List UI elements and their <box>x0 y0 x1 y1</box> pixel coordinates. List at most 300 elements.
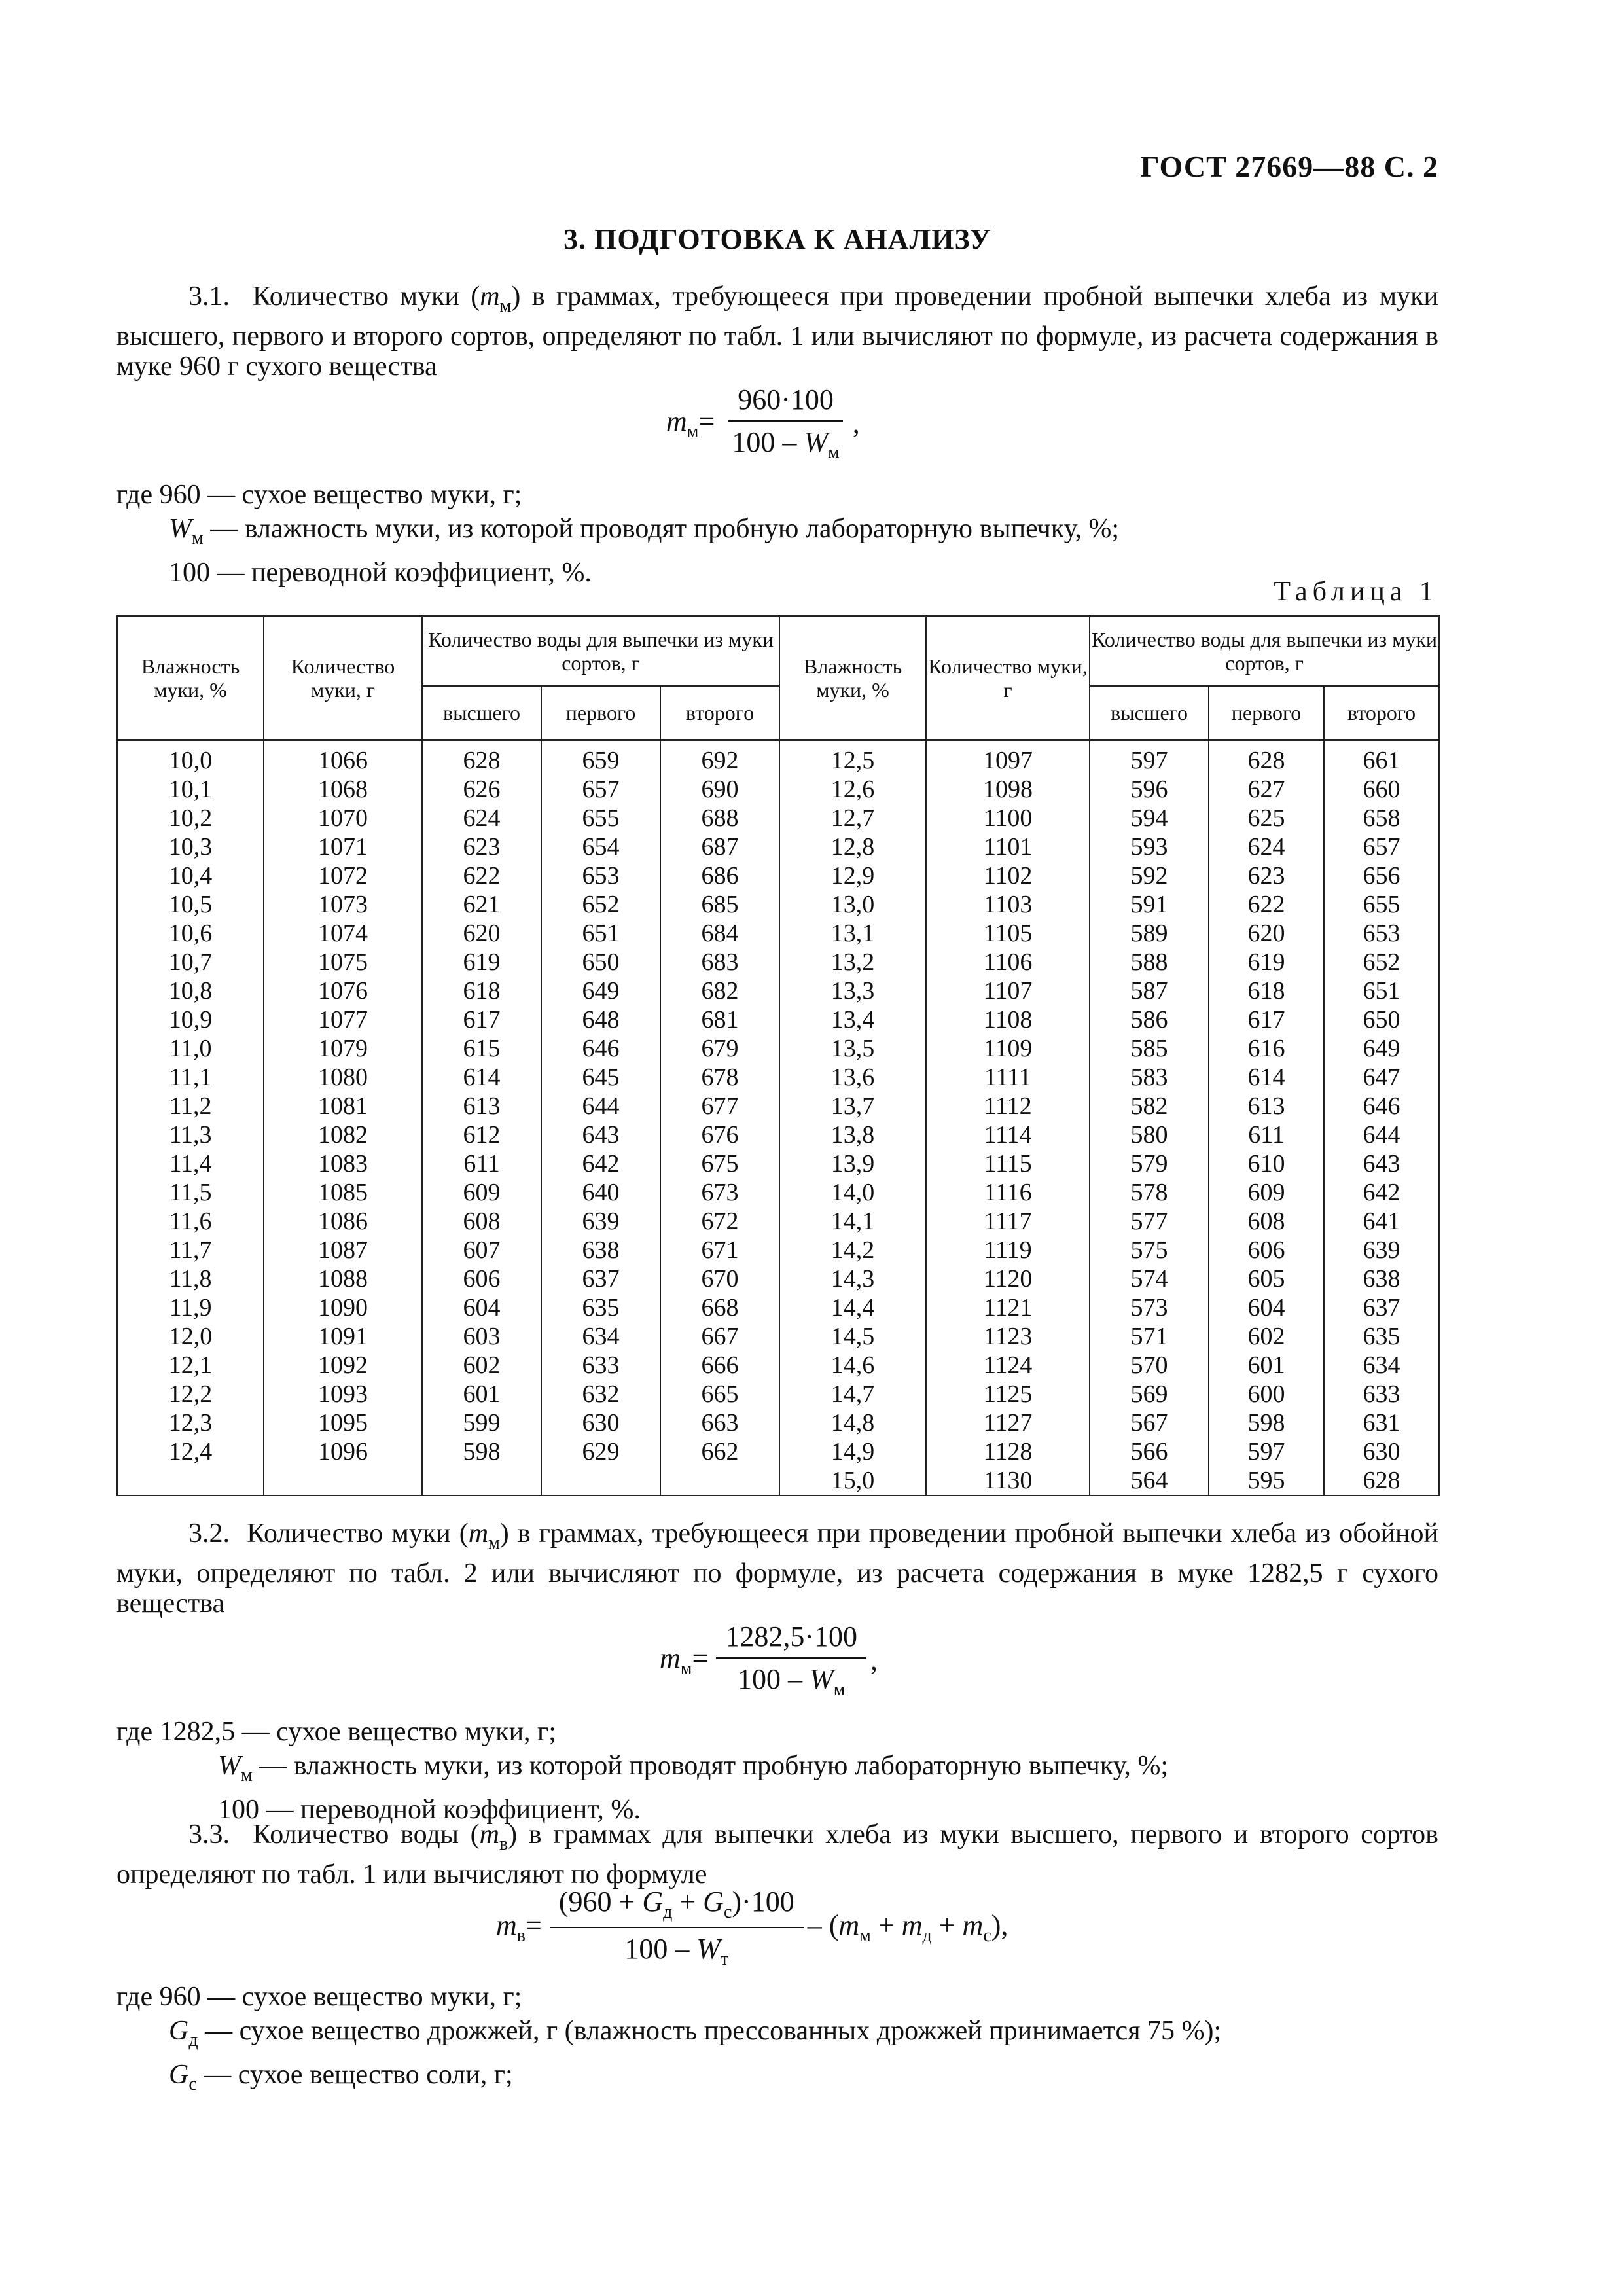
table-cell: 1075 <box>264 948 422 977</box>
table-cell: 569 <box>1090 1380 1209 1408</box>
table-cell: 614 <box>422 1063 541 1092</box>
table-cell: 622 <box>1209 890 1324 919</box>
table-cell: 619 <box>1209 948 1324 977</box>
table-cell: 593 <box>1090 833 1209 861</box>
table-row <box>117 1408 1439 1437</box>
table-cell: 675 <box>660 1149 779 1178</box>
table-cell: 11,2 <box>117 1092 264 1121</box>
header-sort: высшего <box>1090 686 1209 740</box>
table-cell: 602 <box>1209 1322 1324 1351</box>
paragraph-3-1: 3.1. Количество муки $(m_м)$ в граммах, требующееся при проведении пробной выпечки хлеба из муки высшего, первого и второго сортов, определяют по табл. 1 или вычисляют по формуле, из расчета содержания в муке 960 г сухого вещества <box>116 281 1438 382</box>
table-cell: 14,9 <box>779 1437 926 1466</box>
table-cell: 13,2 <box>779 948 926 977</box>
table-cell: 643 <box>541 1121 660 1149</box>
table-row <box>117 1466 1439 1496</box>
definitions-1 <box>116 478 1438 590</box>
table-row <box>117 890 1439 919</box>
table-cell: 601 <box>1209 1351 1324 1380</box>
table-cell: 670 <box>660 1265 779 1293</box>
table-cell: 1115 <box>926 1149 1090 1178</box>
table-row <box>117 1207 1439 1236</box>
table-cell: 671 <box>660 1236 779 1265</box>
table-row <box>117 1265 1439 1293</box>
table-cell: 618 <box>422 977 541 1005</box>
table-cell <box>264 1466 422 1496</box>
table-cell: 621 <box>422 890 541 919</box>
table-cell: 654 <box>541 833 660 861</box>
table-row <box>117 1034 1439 1063</box>
table-cell: 617 <box>422 1005 541 1034</box>
table-cell: 570 <box>1090 1351 1209 1380</box>
table-cell: 601 <box>422 1380 541 1408</box>
table-cell: 652 <box>1324 948 1439 977</box>
table-row <box>117 1149 1439 1178</box>
table-cell: 10,2 <box>117 804 264 833</box>
table-cell: 653 <box>541 861 660 890</box>
table-cell: 651 <box>541 919 660 948</box>
table-cell: 1091 <box>264 1322 422 1351</box>
table-cell: 580 <box>1090 1121 1209 1149</box>
table-cell: 10,7 <box>117 948 264 977</box>
table-cell: 1079 <box>264 1034 422 1063</box>
table-cell: 12,0 <box>117 1322 264 1351</box>
table-cell: 597 <box>1209 1437 1324 1466</box>
table-cell: 639 <box>1324 1236 1439 1265</box>
paragraph-number: 3.1. <box>188 281 230 312</box>
table-cell: 12,6 <box>779 775 926 804</box>
table-cell: 1117 <box>926 1207 1090 1236</box>
table-cell: 573 <box>1090 1293 1209 1322</box>
table-cell <box>541 1466 660 1496</box>
table-cell: 14,4 <box>779 1293 926 1322</box>
table-row <box>117 1121 1439 1149</box>
table-cell: 13,0 <box>779 890 926 919</box>
table-cell: 14,3 <box>779 1265 926 1293</box>
table-cell: 1130 <box>926 1466 1090 1496</box>
formula-water-mass: $m_в=$ $\frac{(960 + G_д + G_с)\cdot 100}{100 - W_т}$ – $(m_м + m_д + m_с)$, <box>496 1886 1008 1969</box>
table-cell: 692 <box>660 740 779 776</box>
table-cell: 646 <box>1324 1092 1439 1121</box>
table-cell: 682 <box>660 977 779 1005</box>
table-cell: 13,9 <box>779 1149 926 1178</box>
table-cell: 665 <box>660 1380 779 1408</box>
table-cell: 14,1 <box>779 1207 926 1236</box>
table-cell: 604 <box>1209 1293 1324 1322</box>
table-cell: 597 <box>1090 740 1209 776</box>
table-cell: 13,6 <box>779 1063 926 1092</box>
table-cell: 667 <box>660 1322 779 1351</box>
table-cell: 613 <box>1209 1092 1324 1121</box>
table-cell: 1083 <box>264 1149 422 1178</box>
table-cell: 1077 <box>264 1005 422 1034</box>
table-row <box>117 1322 1439 1351</box>
table-cell: 1076 <box>264 977 422 1005</box>
table-cell: 1109 <box>926 1034 1090 1063</box>
table-cell: 618 <box>1209 977 1324 1005</box>
table-row <box>117 1063 1439 1092</box>
table-cell: 635 <box>1324 1322 1439 1351</box>
table-cell: 676 <box>660 1121 779 1149</box>
table-cell: 579 <box>1090 1149 1209 1178</box>
table-cell: 12,2 <box>117 1380 264 1408</box>
header-flour: Количество муки, г <box>264 617 422 740</box>
table-cell: 14,5 <box>779 1322 926 1351</box>
table-cell: 1128 <box>926 1437 1090 1466</box>
table-cell: 684 <box>660 919 779 948</box>
table-cell: 656 <box>1324 861 1439 890</box>
table-cell: 12,8 <box>779 833 926 861</box>
table-cell: 582 <box>1090 1092 1209 1121</box>
table-cell: 638 <box>1324 1265 1439 1293</box>
table-cell: 642 <box>541 1149 660 1178</box>
table-cell: 633 <box>1324 1380 1439 1408</box>
table-row <box>117 775 1439 804</box>
table-cell: 642 <box>1324 1178 1439 1207</box>
table-row <box>117 919 1439 948</box>
fraction: $\frac{1282,5\cdot 100}{100 - W_м}$ <box>716 1620 866 1700</box>
table-cell: 13,7 <box>779 1092 926 1121</box>
table-cell: 1127 <box>926 1408 1090 1437</box>
table-cell: 11,6 <box>117 1207 264 1236</box>
table-cell: 620 <box>422 919 541 948</box>
table-cell: 624 <box>422 804 541 833</box>
definition-item: 100 — переводной коэффициент, %. <box>169 558 592 588</box>
table-cell: 631 <box>1324 1408 1439 1437</box>
table-row <box>117 833 1439 861</box>
table-cell: 625 <box>1209 804 1324 833</box>
table-cell: 1096 <box>264 1437 422 1466</box>
table-cell: 586 <box>1090 1005 1209 1034</box>
table-cell: 615 <box>422 1034 541 1063</box>
table-cell: 650 <box>1324 1005 1439 1034</box>
table-cell: 641 <box>1324 1207 1439 1236</box>
table-cell: 1080 <box>264 1063 422 1092</box>
fraction: $\frac{960\cdot 100}{100 - W_м}$ <box>722 383 848 463</box>
table-cell: 589 <box>1090 919 1209 948</box>
table-cell: 1095 <box>264 1408 422 1437</box>
table-cell: 1085 <box>264 1178 422 1207</box>
table-row <box>117 1178 1439 1207</box>
table-cell: 610 <box>1209 1149 1324 1178</box>
table-cell: 622 <box>422 861 541 890</box>
table-cell: 1105 <box>926 919 1090 948</box>
table-cell: 661 <box>1324 740 1439 776</box>
definition-item: $W_м$ — влажность муки, из которой проводят пробную лабораторную выпечку, %; <box>169 514 1120 548</box>
table-cell: 655 <box>1324 890 1439 919</box>
table-cell: 578 <box>1090 1178 1209 1207</box>
table-cell: 677 <box>660 1092 779 1121</box>
table-cell: 605 <box>1209 1265 1324 1293</box>
table-cell: 1101 <box>926 833 1090 861</box>
table-cell: 651 <box>1324 977 1439 1005</box>
table-cell: 1103 <box>926 890 1090 919</box>
table-cell: 1121 <box>926 1293 1090 1322</box>
table-cell: 587 <box>1090 977 1209 1005</box>
table-cell: 1106 <box>926 948 1090 977</box>
table-row <box>117 861 1439 890</box>
table-cell: 623 <box>422 833 541 861</box>
table-cell: 1090 <box>264 1293 422 1322</box>
table-cell: 1068 <box>264 775 422 804</box>
table-cell: 617 <box>1209 1005 1324 1034</box>
paragraph-3-2: 3.2. Количество муки $(m_м)$ в граммах, требующееся при проведении пробной выпечки хлеба из обойной муки, определяют по табл. 2 или вычисляют по формуле, из расчета содержания в муке 1282,5 г сухого вещества <box>116 1518 1439 1619</box>
table-cell: 1111 <box>926 1063 1090 1092</box>
table-cell: 638 <box>541 1236 660 1265</box>
table-cell: 603 <box>422 1322 541 1351</box>
table-cell: 1114 <box>926 1121 1090 1149</box>
definition-item: $G_с$ — сухое вещество соли, г; <box>169 2060 513 2094</box>
table-cell: 619 <box>422 948 541 977</box>
table-cell: 616 <box>1209 1034 1324 1063</box>
table-cell: 588 <box>1090 948 1209 977</box>
table-cell: 626 <box>422 775 541 804</box>
table-cell: 10,6 <box>117 919 264 948</box>
table-cell: 14,6 <box>779 1351 926 1380</box>
table-cell: 650 <box>541 948 660 977</box>
table-cell: 1081 <box>264 1092 422 1121</box>
table-cell: 606 <box>1209 1236 1324 1265</box>
table-cell: 608 <box>1209 1207 1324 1236</box>
header-sort: второго <box>1324 686 1439 740</box>
table-cell: 592 <box>1090 861 1209 890</box>
table-row <box>117 1437 1439 1466</box>
table-cell: 1116 <box>926 1178 1090 1207</box>
formula-flour-mass-wholegrain: $m_м=$ $\frac{1282,5\cdot 100}{100 - W_м}$ , <box>660 1621 878 1700</box>
table-cell: 602 <box>422 1351 541 1380</box>
table-cell: 1097 <box>926 740 1090 776</box>
definition-item: $W_м$ — влажность муки, из которой проводят пробную лабораторную выпечку, %; <box>218 1751 1169 1785</box>
table-caption: Таблица 1 <box>1274 577 1438 607</box>
table-cell: 646 <box>541 1034 660 1063</box>
table-cell: 611 <box>1209 1121 1324 1149</box>
formula-flour-mass: $m_м=$ $\frac{960\cdot 100}{100 - W_м}$ , <box>666 384 860 463</box>
table-cell: 620 <box>1209 919 1324 948</box>
table-cell: 595 <box>1209 1466 1324 1496</box>
paragraph-number: 3.3. <box>188 1820 230 1850</box>
table-cell: 645 <box>541 1063 660 1092</box>
definition-item: где 1282,5 — сухое вещество муки, г; <box>116 1717 556 1747</box>
table-cell: 679 <box>660 1034 779 1063</box>
table-cell: 639 <box>541 1207 660 1236</box>
table-cell: 1108 <box>926 1005 1090 1034</box>
table-cell: 1093 <box>264 1380 422 1408</box>
table-row <box>117 977 1439 1005</box>
table-cell: 11,8 <box>117 1265 264 1293</box>
table-cell: 628 <box>1324 1466 1439 1496</box>
table-cell: 613 <box>422 1092 541 1121</box>
table-cell: 659 <box>541 740 660 776</box>
table-row <box>117 804 1439 833</box>
table-cell: 630 <box>1324 1437 1439 1466</box>
table-cell: 614 <box>1209 1063 1324 1092</box>
table-cell: 627 <box>1209 775 1324 804</box>
table-cell: 649 <box>1324 1034 1439 1063</box>
definition-item: где 960 — сухое вещество муки, г; <box>116 480 522 510</box>
table-cell: 657 <box>1324 833 1439 861</box>
table-cell: 12,3 <box>117 1408 264 1437</box>
table-cell: 13,5 <box>779 1034 926 1063</box>
table-cell: 611 <box>422 1149 541 1178</box>
table-cell: 11,3 <box>117 1121 264 1149</box>
table-row <box>117 948 1439 977</box>
table-cell: 599 <box>422 1408 541 1437</box>
table-cell: 1071 <box>264 833 422 861</box>
table-cell: 15,0 <box>779 1466 926 1496</box>
table-cell: 644 <box>1324 1121 1439 1149</box>
table-row <box>117 1380 1439 1408</box>
table-cell: 594 <box>1090 804 1209 833</box>
table-cell: 566 <box>1090 1437 1209 1466</box>
definition-item: 100 — переводной коэффициент, %. <box>218 1795 641 1825</box>
table-cell: 1123 <box>926 1322 1090 1351</box>
table-cell: 668 <box>660 1293 779 1322</box>
table-cell: 640 <box>541 1178 660 1207</box>
table-cell <box>422 1466 541 1496</box>
table-cell: 13,4 <box>779 1005 926 1034</box>
header-sort: высшего <box>422 686 541 740</box>
table-cell: 609 <box>422 1178 541 1207</box>
table-cell: 10,0 <box>117 740 264 776</box>
table-cell: 1074 <box>264 919 422 948</box>
document-header: ГОСТ 27669—88 С. 2 <box>1140 150 1438 183</box>
table-cell: 1120 <box>926 1265 1090 1293</box>
table-cell: 608 <box>422 1207 541 1236</box>
table-cell: 10,8 <box>117 977 264 1005</box>
table-cell: 12,7 <box>779 804 926 833</box>
table-cell: 649 <box>541 977 660 1005</box>
header-sort: первого <box>1209 686 1324 740</box>
table-cell: 643 <box>1324 1149 1439 1178</box>
table-row <box>117 1236 1439 1265</box>
table-row <box>117 1351 1439 1380</box>
header-water: Количество воды для выпечки из муки сортов, г <box>1090 617 1439 687</box>
table-cell: 630 <box>541 1408 660 1437</box>
table-cell: 1070 <box>264 804 422 833</box>
table-cell: 1119 <box>926 1236 1090 1265</box>
table-cell: 1087 <box>264 1236 422 1265</box>
table-cell: 678 <box>660 1063 779 1092</box>
table-cell: 1112 <box>926 1092 1090 1121</box>
definitions-3 <box>116 1980 1438 2102</box>
table-cell: 600 <box>1209 1380 1324 1408</box>
header-sort: второго <box>660 686 779 740</box>
table-cell: 1100 <box>926 804 1090 833</box>
table-cell: 11,4 <box>117 1149 264 1178</box>
table-cell: 1086 <box>264 1207 422 1236</box>
table-cell: 683 <box>660 948 779 977</box>
table-cell: 652 <box>541 890 660 919</box>
table-cell: 637 <box>1324 1293 1439 1322</box>
table-cell: 686 <box>660 861 779 890</box>
table-cell: 672 <box>660 1207 779 1236</box>
table-row <box>117 740 1439 776</box>
table-cell <box>660 1466 779 1496</box>
table-cell: 598 <box>422 1437 541 1466</box>
table-cell: 10,5 <box>117 890 264 919</box>
header-moisture: Влажность муки, % <box>779 617 926 740</box>
table-cell: 1098 <box>926 775 1090 804</box>
table-cell: 604 <box>422 1293 541 1322</box>
table-cell: 666 <box>660 1351 779 1380</box>
table-cell: 687 <box>660 833 779 861</box>
definition-item: $G_д$ — сухое вещество дрожжей, г (влажность прессованных дрожжей принимается 75 %); <box>169 2016 1222 2051</box>
table-cell: 13,8 <box>779 1121 926 1149</box>
table-cell: 583 <box>1090 1063 1209 1092</box>
table-cell: 1073 <box>264 890 422 919</box>
table-cell: 660 <box>1324 775 1439 804</box>
table-cell: 11,0 <box>117 1034 264 1063</box>
definitions-2 <box>116 1715 1438 1827</box>
table-cell: 690 <box>660 775 779 804</box>
table-cell: 634 <box>541 1322 660 1351</box>
table-cell: 673 <box>660 1178 779 1207</box>
table-cell: 1088 <box>264 1265 422 1293</box>
table-cell: 11,1 <box>117 1063 264 1092</box>
table-cell: 14,0 <box>779 1178 926 1207</box>
table-cell: 634 <box>1324 1351 1439 1380</box>
paragraph-number: 3.2. <box>188 1518 230 1549</box>
table-cell: 606 <box>422 1265 541 1293</box>
table-cell: 585 <box>1090 1034 1209 1063</box>
definition-item: где 960 — сухое вещество муки, г; <box>116 1982 522 2012</box>
table-row <box>117 1092 1439 1121</box>
table-cell: 567 <box>1090 1408 1209 1437</box>
table-cell: 598 <box>1209 1408 1324 1437</box>
table-row <box>117 1005 1439 1034</box>
table-cell: 577 <box>1090 1207 1209 1236</box>
table-cell: 655 <box>541 804 660 833</box>
moisture-table <box>116 615 1440 1496</box>
table-cell: 1092 <box>264 1351 422 1380</box>
table-cell: 647 <box>1324 1063 1439 1092</box>
header-sort: первого <box>541 686 660 740</box>
table-cell: 574 <box>1090 1265 1209 1293</box>
header-moisture: Влажность муки, % <box>117 617 264 740</box>
table-cell: 609 <box>1209 1178 1324 1207</box>
table-cell: 685 <box>660 890 779 919</box>
table-cell: 11,9 <box>117 1293 264 1322</box>
table-cell: 607 <box>422 1236 541 1265</box>
table-cell: 571 <box>1090 1322 1209 1351</box>
table-cell: 10,1 <box>117 775 264 804</box>
table-row <box>117 1293 1439 1322</box>
table-cell: 14,8 <box>779 1408 926 1437</box>
table-cell: 628 <box>1209 740 1324 776</box>
table-cell: 591 <box>1090 890 1209 919</box>
table-cell: 681 <box>660 1005 779 1034</box>
table-cell: 14,7 <box>779 1380 926 1408</box>
table-body <box>117 740 1439 1496</box>
header-flour: Количество муки, г <box>926 617 1090 740</box>
table-cell: 637 <box>541 1265 660 1293</box>
table-cell: 629 <box>541 1437 660 1466</box>
table-cell: 13,1 <box>779 919 926 948</box>
table-cell: 612 <box>422 1121 541 1149</box>
table-cell: 1124 <box>926 1351 1090 1380</box>
table-cell: 12,1 <box>117 1351 264 1380</box>
table-cell: 10,9 <box>117 1005 264 1034</box>
table-cell: 624 <box>1209 833 1324 861</box>
table-cell: 628 <box>422 740 541 776</box>
table-cell: 644 <box>541 1092 660 1121</box>
table-cell: 1082 <box>264 1121 422 1149</box>
table-cell: 1107 <box>926 977 1090 1005</box>
header-water: Количество воды для выпечки из муки сортов, г <box>422 617 779 687</box>
table-cell: 575 <box>1090 1236 1209 1265</box>
table-cell: 12,5 <box>779 740 926 776</box>
table-cell: 623 <box>1209 861 1324 890</box>
table-cell: 1102 <box>926 861 1090 890</box>
